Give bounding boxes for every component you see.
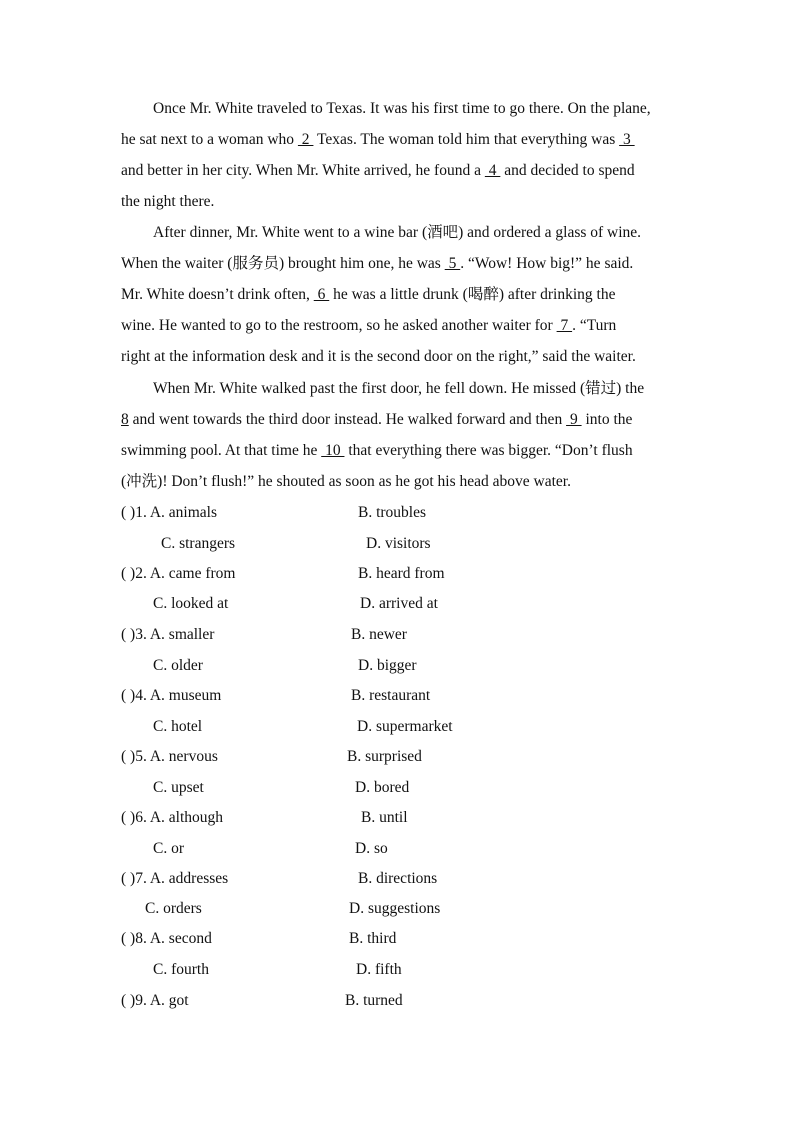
passage-line [121,93,681,124]
blank-10: 10 [321,442,345,459]
passage-text: wine. He wanted to go to the restroom, so he asked another waiter for [121,317,557,334]
passage-text: After dinner, Mr. White went to a wine bar (酒吧) and ordered a glass of wine. [153,224,642,241]
question-3-option-b: B. newer [351,626,407,643]
passage-line [121,124,681,155]
question-8-option-d: D. fifth [356,961,402,978]
passage-text: the night there. [121,193,215,210]
passage-text: right at the information desk and it is the second door on the right,” said the waiter. [121,348,636,365]
blank-9: 9 [566,411,582,428]
question-8-option-c: C. fourth [153,961,209,978]
blank-5: 5 [444,255,461,272]
blank-8: 8 [121,411,129,428]
passage-text: he was a little drunk (喝醉) after drinking the [329,286,616,303]
passage-text: . “Wow! How big!” he said. [460,255,634,272]
question-2-stem[interactable]: ( )2. A. came from [121,565,236,582]
passage-text: swimming pool. At that time he [121,442,322,459]
blank-6: 6 [313,286,330,303]
passage-line [121,310,681,341]
question-3-option-c: C. older [153,657,203,674]
passage-text: and better in her city. When Mr. White arrived, he found a [121,162,485,179]
passage-text: Mr. White doesn’t drink often, [121,286,314,303]
passage-line [121,466,681,497]
question-3-stem[interactable]: ( )3. A. smaller [121,626,215,643]
blank-3: 3 [619,131,635,148]
question-5-option-b: B. surprised [347,748,422,765]
question-8-stem[interactable]: ( )8. A. second [121,930,212,947]
question-4-option-d: D. supermarket [357,718,453,735]
passage-line [121,435,681,466]
question-1-option-b: B. troubles [358,504,427,521]
question-4-option-b: B. restaurant [351,687,431,704]
question-6-stem[interactable]: ( )6. A. although [121,809,224,826]
passage-text: he sat next to a woman who [121,131,298,148]
passage-text: . “Turn [572,317,617,334]
blank-2: 2 [297,131,314,148]
question-7-stem[interactable]: ( )7. A. addresses [121,870,229,887]
passage-text: (冲洗)! Don’t flush!” he shouted as soon as he got his head above water. [121,473,571,490]
passage-text: Texas. The woman told him that everything was [313,131,620,148]
passage-line [121,155,681,186]
passage-text: that everything there was bigger. “Don’t flush [344,442,633,459]
passage-line [121,373,681,404]
passage-line [121,248,681,279]
question-1-stem[interactable]: ( )1. A. animals [121,504,217,521]
question-9-option-b: B. turned [345,992,403,1009]
passage-text: Once Mr. White traveled to Texas. It was his first time to go there. On the plane, [153,100,651,117]
question-6-option-d: D. so [355,840,388,857]
question-7-option-c: C. orders [145,900,202,917]
question-9-stem[interactable]: ( )9. A. got [121,992,189,1009]
passage-text: and went towards the third door instead. He walked forward and then [128,411,567,428]
passage-text: When the waiter (服务员) brought him one, he was [121,255,445,272]
question-7-option-b: B. directions [358,870,438,887]
question-5-option-d: D. bored [355,779,410,796]
passage-text: and decided to spend [500,162,635,179]
question-3-option-d: D. bigger [358,657,417,674]
question-2-option-c: C. looked at [153,595,229,612]
passage-line [121,341,681,372]
passage-line [121,217,681,248]
passage-paragraph-1 [121,93,681,217]
blank-4: 4 [484,162,501,179]
question-6-option-c: C. or [153,840,184,857]
question-7-option-d: D. suggestions [349,900,441,917]
passage-line [121,279,681,310]
passage-paragraph-3 [121,373,681,497]
question-2-option-d: D. arrived at [360,595,438,612]
passage-text: into the [581,411,633,428]
passage-text: When Mr. White walked past the first door, he fell down. He missed (错过) the [153,380,645,397]
question-6-option-b: B. until [361,809,408,826]
blank-7: 7 [556,317,573,334]
passage-line [121,404,681,435]
passage-paragraph-2 [121,217,681,372]
passage-line [121,186,681,217]
question-1-option-c: C. strangers [161,535,236,552]
question-8-option-b: B. third [349,930,397,947]
question-4-option-c: C. hotel [153,718,203,735]
question-2-option-b: B. heard from [358,565,445,582]
question-5-stem[interactable]: ( )5. A. nervous [121,748,218,765]
question-5-option-c: C. upset [153,779,204,796]
question-1-option-d: D. visitors [366,535,431,552]
question-4-stem[interactable]: ( )4. A. museum [121,687,222,704]
